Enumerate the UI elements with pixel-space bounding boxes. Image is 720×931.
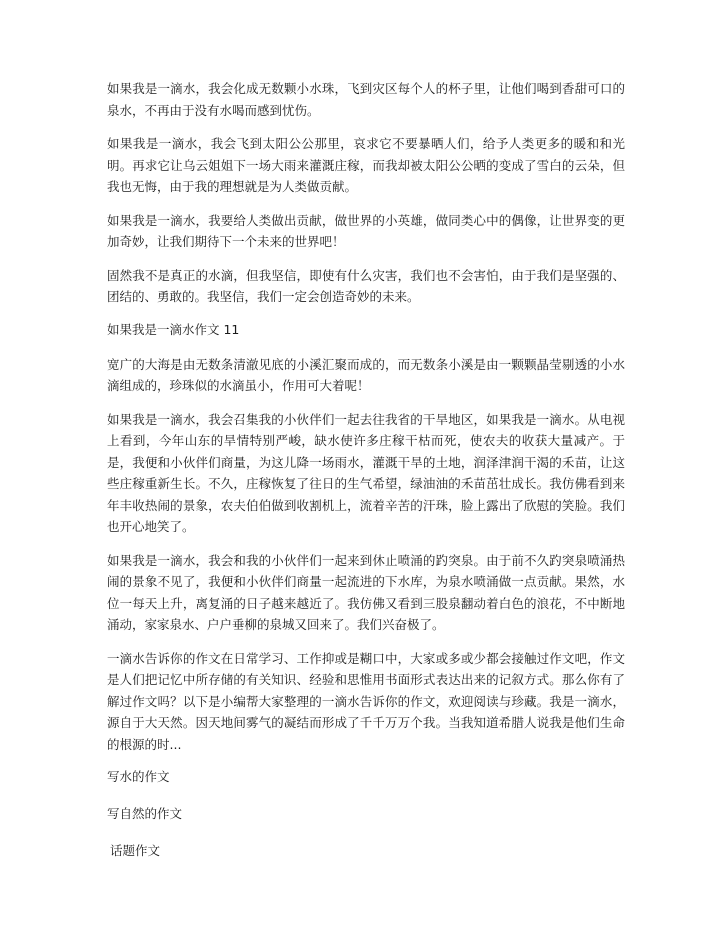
paragraph-2: 如果我是一滴水，我会飞到太阳公公那里，哀求它不要暴晒人们，给予人类更多的暖和和光明。再求它让乌云姐姐下一场大雨来灌溉庄稼，而我却被太阳公公晒的变成了雪白的云朵，但我也无悔，由于我的理想就是为人类做贡献。 [107, 136, 625, 194]
related-link-topic-essay[interactable]: 话题作文 [110, 843, 161, 858]
related-link-water-essay[interactable]: 写水的作文 [107, 769, 170, 784]
paragraph-8: 一滴水告诉你的作文在日常学习、工作抑或是糊口中，大家或多或少都会接触过作文吧，作文是人们把记忆中所存储的有关知识、经验和思惟用书面形式表达出来的记叙方式。那么你有了解过作文吗？以下是小编帮大家整理的一滴水告诉你的作文，欢迎阅读与珍藏。我是一滴水，源自于大天然。因天地间雾气的凝结而形成了千千万万个我。当我知道希腊人说我是他们生命的根源的时... [107, 650, 625, 752]
paragraph-1: 如果我是一滴水，我会化成无数颗小水珠，飞到灾区每个人的杯子里，让他们喝到香甜可口的泉水，不再由于没有水喝而感到忧伤。 [107, 81, 625, 118]
paragraph-3: 如果我是一滴水，我要给人类做出贡献，做世界的小英雄，做同类心中的偶像，让世界变的更加奇妙，让我们期待下一个未来的世界吧！ [107, 212, 625, 249]
document-body [107, 78, 625, 878]
related-link-nature-essay[interactable]: 写自然的作文 [107, 806, 183, 821]
paragraph-5: 宽广的大海是由无数条清澈见底的小溪汇聚而成的，而无数条小溪是由一颗颗晶莹剔透的小水滴组成的，珍珠似的水滴虽小，作用可大着呢！ [107, 356, 625, 393]
section-heading: 如果我是一滴水作文 11 [107, 321, 240, 337]
paragraph-6: 如果我是一滴水，我会召集我的小伙伴们一起去往我省的干旱地区，如果我是一滴水。从电视上看到，今年山东的旱情特别严峻，缺水使许多庄稼干枯而死，使农夫的收获大量减产。于是，我便和小伙伴们商量，为这儿降一场雨水，灌溉干旱的土地，润泽津润干渴的禾苗，让这些庄稼重新生长。不久，庄稼恢复了往日的生气希望，绿油油的禾苗茁壮成长。我仿佛看到来年丰收热闹的景象，农夫伯伯做到收割机上，流着辛苦的汗珠，脸上露出了欣慰的笑脸。我们也开心地笑了。 [107, 411, 625, 534]
paragraph-7: 如果我是一滴水，我会和我的小伙伴们一起来到休止喷涌的趵突泉。由于前不久趵突泉喷涌热闹的景象不见了，我便和小伙伴们商量一起流进的下水库，为泉水喷涌做一点贡献。果然，水位一每天上升，离复涌的日子越来越近了。我仿佛又看到三股泉翻动着白色的浪花，不中断地涌动，家家泉水、户户垂柳的泉城又回来了。我们兴奋极了。 [107, 552, 625, 632]
paragraph-4: 固然我不是真正的水滴，但我坚信，即使有什么灾害，我们也不会害怕，由于我们是坚强的、团结的、勇敢的。我坚信，我们一定会创造奇妙的未来。 [107, 267, 625, 304]
